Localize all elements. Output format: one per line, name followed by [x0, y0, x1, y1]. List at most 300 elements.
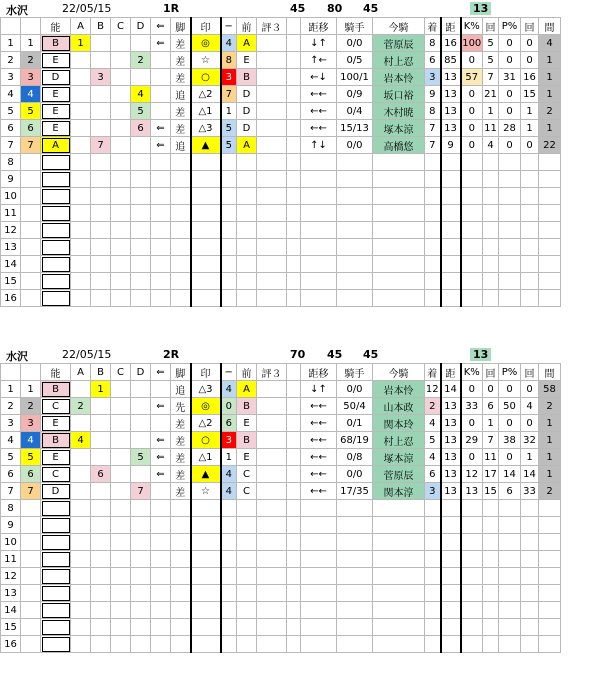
- race2-cell-a: [71, 381, 91, 398]
- race2-cell-ability: C: [41, 466, 71, 483]
- race2-cell-interval: [539, 534, 561, 551]
- race2-col-header-ability: 能: [41, 364, 71, 381]
- race1-cell-p-pct: 28: [499, 120, 521, 137]
- race2-cell-count1: [483, 636, 499, 653]
- race2-cell-style: [171, 585, 191, 602]
- race1-cell-a: [71, 239, 91, 256]
- race1-cell-p-pct: 0: [499, 137, 521, 154]
- table-row: [1, 171, 561, 188]
- race1-cell-k-pct: 0: [461, 52, 483, 69]
- race2-cell-count2: [521, 619, 539, 636]
- race2-cell-arrow: ⇐: [151, 449, 171, 466]
- table-row: [1, 432, 561, 449]
- table-row: [1, 52, 561, 69]
- race1-cell-count1: [483, 256, 499, 273]
- race2-cell-b: [91, 398, 111, 415]
- race2-cell-count1: [483, 551, 499, 568]
- race1-cell-a: [71, 154, 91, 171]
- race1-cell-count2: [521, 273, 539, 290]
- race2-cell-rating: [257, 602, 287, 619]
- race1-cell-distance: 13: [441, 120, 461, 137]
- race2-cell-jockey: [373, 551, 425, 568]
- race2-cell-count2: 33: [521, 483, 539, 500]
- race2-cell-dist-move: ←←: [301, 398, 337, 415]
- race1-cell-row-no: 1: [1, 35, 21, 52]
- race2-cell-gap: [287, 636, 301, 653]
- race1-cell-interval: 1: [539, 52, 561, 69]
- race2-cell-distance: 13: [441, 449, 461, 466]
- race2-cell-d: [131, 602, 151, 619]
- race2-cell-dash: [221, 636, 237, 653]
- race2-cell-mark: [191, 636, 221, 653]
- race2-cell-mark: ◎: [191, 398, 221, 415]
- race1-cell-arrow: [151, 188, 171, 205]
- race1-cell-mark: ○: [191, 69, 221, 86]
- race1-cell-distance: 85: [441, 52, 461, 69]
- race1-cell-style: 追: [171, 137, 191, 154]
- race1-cell-ability: E: [41, 52, 71, 69]
- race1-cell-mark: [191, 222, 221, 239]
- race1-col-header-row-no: [1, 18, 21, 35]
- race1-col-header-mark: 印: [191, 18, 221, 35]
- table-row: [1, 466, 561, 483]
- race2-cell-interval: [539, 500, 561, 517]
- table-row: [1, 534, 561, 551]
- race1-cell-jockey: 塚本涼: [373, 120, 425, 137]
- race2-cell-d: [131, 636, 151, 653]
- race2-cell-b: [91, 636, 111, 653]
- race2-cell-dist-move: ←←: [301, 449, 337, 466]
- race1-cell-jockey-stat: [337, 273, 373, 290]
- race2-cell-rating: [257, 449, 287, 466]
- race2-cell-finish: 6: [425, 466, 441, 483]
- race1-cell-arrow: [151, 103, 171, 120]
- race2-cell-p-pct: [499, 585, 521, 602]
- race1-cell-d: 6: [131, 120, 151, 137]
- race2-cell-count1: 6: [483, 398, 499, 415]
- race2-cell-arrow: [151, 602, 171, 619]
- race2-cell-dist-move: ←←: [301, 483, 337, 500]
- race1-cell-a: [71, 222, 91, 239]
- race1-top-right: 13: [470, 2, 491, 15]
- race1-cell-ability: [41, 273, 71, 290]
- race2-cell-gap: [287, 551, 301, 568]
- race1-cell-d: [131, 171, 151, 188]
- race1-cell-ability: A: [41, 137, 71, 154]
- race1-cell-interval: 1: [539, 120, 561, 137]
- race1-cell-front: A: [237, 35, 257, 52]
- race2-col-header-p-pct: P%: [499, 364, 521, 381]
- race1-cell-waku: 3: [21, 69, 41, 86]
- race2-cell-waku: [21, 636, 41, 653]
- race1-cell-dash: 4: [221, 35, 237, 52]
- table-row: [1, 103, 561, 120]
- race2-cell-arrow: [151, 636, 171, 653]
- race2-cell-arrow: ⇐: [151, 398, 171, 415]
- race1-cell-jockey: [373, 205, 425, 222]
- race2-cell-front: B: [237, 432, 257, 449]
- race2-cell-c: [111, 534, 131, 551]
- race2-cell-d: [131, 534, 151, 551]
- race2-cell-p-pct: 0: [499, 449, 521, 466]
- race2-cell-mark: [191, 517, 221, 534]
- race2-cell-d: [131, 517, 151, 534]
- race2-col-header-count2: 回: [521, 364, 539, 381]
- race1-cell-style: 差: [171, 120, 191, 137]
- race2-cell-gap: [287, 466, 301, 483]
- race1-cell-dist-move: [301, 239, 337, 256]
- race2-cell-rating: [257, 500, 287, 517]
- race2-cell-a: [71, 636, 91, 653]
- race2-cell-k-pct: [461, 517, 483, 534]
- race2-cell-style: [171, 602, 191, 619]
- race2-cell-finish: [425, 636, 441, 653]
- race1-col-header-count2: 回: [521, 18, 539, 35]
- race2-cell-p-pct: 6: [499, 483, 521, 500]
- race1-cell-jockey-stat: 0/5: [337, 52, 373, 69]
- race1-cell-count1: 1: [483, 103, 499, 120]
- race1-cell-jockey: 高橋悠: [373, 137, 425, 154]
- race2-cell-c: [111, 483, 131, 500]
- race1-cell-gap: [287, 188, 301, 205]
- race1-cell-dist-move: ←←: [301, 120, 337, 137]
- race1-cell-k-pct: 0: [461, 137, 483, 154]
- race1-cell-style: [171, 273, 191, 290]
- race1-cell-mark: [191, 205, 221, 222]
- race1-cell-waku: [21, 154, 41, 171]
- race2-cell-distance: [441, 568, 461, 585]
- race1-cell-a: [71, 290, 91, 307]
- race1-cell-arrow: [151, 86, 171, 103]
- race1-cell-jockey-stat: [337, 188, 373, 205]
- race1-cell-rating: [257, 205, 287, 222]
- race1-cell-rating: [257, 256, 287, 273]
- race2-cell-b: [91, 415, 111, 432]
- race1-col-header-a: A: [71, 18, 91, 35]
- race2-cell-a: [71, 568, 91, 585]
- race2-cell-b: [91, 551, 111, 568]
- race1-cell-arrow: ⇐: [151, 35, 171, 52]
- race1-cell-count1: [483, 290, 499, 307]
- race2-topnum-1: 70: [290, 348, 306, 361]
- race1-cell-ability: [41, 154, 71, 171]
- race2-cell-waku: 1: [21, 381, 41, 398]
- race2-cell-interval: 2: [539, 483, 561, 500]
- race1-cell-ability: E: [41, 86, 71, 103]
- race1-cell-mark: ◎: [191, 35, 221, 52]
- race1-cell-count1: [483, 171, 499, 188]
- race2-cell-dash: 1: [221, 449, 237, 466]
- race2-cell-c: [111, 636, 131, 653]
- race1-cell-gap: [287, 35, 301, 52]
- race1-cell-dash: 8: [221, 52, 237, 69]
- race1-col-header-rating: 評３: [257, 18, 287, 35]
- race2-cell-d: [131, 500, 151, 517]
- race1-cell-front: [237, 273, 257, 290]
- race2-cell-arrow: [151, 551, 171, 568]
- race1-col-header-arrow: ⇐: [151, 18, 171, 35]
- race1-cell-count1: [483, 222, 499, 239]
- race1-cell-style: [171, 205, 191, 222]
- race1-cell-c: [111, 222, 131, 239]
- race2-cell-count1: 17: [483, 466, 499, 483]
- race1-cell-dash: [221, 222, 237, 239]
- race1-cell-front: E: [237, 52, 257, 69]
- race2-cell-count1: 7: [483, 432, 499, 449]
- race2-cell-k-pct: [461, 636, 483, 653]
- race2-cell-dash: [221, 585, 237, 602]
- race2-cell-jockey-stat: [337, 534, 373, 551]
- race1-cell-p-pct: 0: [499, 52, 521, 69]
- race2-cell-rating: [257, 568, 287, 585]
- race2-col-header-dist-move: 距移: [301, 364, 337, 381]
- race1-cell-arrow: [151, 290, 171, 307]
- race1-cell-finish: [425, 171, 441, 188]
- race2-cell-row-no: 3: [1, 415, 21, 432]
- race1-cell-row-no: 2: [1, 52, 21, 69]
- race1-cell-waku: [21, 171, 41, 188]
- race1-cell-a: [71, 52, 91, 69]
- race2-cell-row-no: 11: [1, 551, 21, 568]
- race2-cell-gap: [287, 517, 301, 534]
- race1-cell-arrow: [151, 239, 171, 256]
- race1-cell-count1: [483, 154, 499, 171]
- race2-cell-ability: [41, 619, 71, 636]
- race1-cell-ability: [41, 256, 71, 273]
- race2-cell-p-pct: [499, 500, 521, 517]
- race2-cell-finish: [425, 534, 441, 551]
- race2-cell-front: [237, 585, 257, 602]
- race1-cell-style: [171, 222, 191, 239]
- race1-cell-jockey: 木村暁: [373, 103, 425, 120]
- race2-cell-dash: [221, 500, 237, 517]
- race2-cell-dist-move: [301, 602, 337, 619]
- race2-cell-jockey: [373, 500, 425, 517]
- race1-cell-mark: △2: [191, 86, 221, 103]
- race2-cell-b: [91, 432, 111, 449]
- race2-cell-dash: [221, 534, 237, 551]
- race1-cell-c: [111, 273, 131, 290]
- race2-cell-front: [237, 517, 257, 534]
- race1-cell-b: [91, 273, 111, 290]
- race2-cell-rating: [257, 585, 287, 602]
- race1-cell-distance: 13: [441, 103, 461, 120]
- race1-cell-jockey: [373, 154, 425, 171]
- race1-cell-row-no: 16: [1, 290, 21, 307]
- race2-cell-style: [171, 517, 191, 534]
- race2-cell-count2: [521, 534, 539, 551]
- race1-cell-interval: 2: [539, 103, 561, 120]
- race1-cell-gap: [287, 69, 301, 86]
- race1-cell-k-pct: [461, 290, 483, 307]
- race2-col-header-interval: 間: [539, 364, 561, 381]
- race1-cell-count2: 0: [521, 35, 539, 52]
- race1-cell-c: [111, 86, 131, 103]
- race2-cell-a: 4: [71, 432, 91, 449]
- race2-cell-mark: [191, 619, 221, 636]
- race1-topnum-1: 45: [290, 2, 306, 15]
- race2-cell-interval: [539, 568, 561, 585]
- race2-cell-k-pct: [461, 534, 483, 551]
- race1-cell-ability: [41, 205, 71, 222]
- race2-cell-distance: 13: [441, 432, 461, 449]
- race2-cell-jockey: [373, 568, 425, 585]
- race1-cell-finish: 6: [425, 52, 441, 69]
- race2-cell-p-pct: 14: [499, 466, 521, 483]
- race1-cell-c: [111, 188, 131, 205]
- race2-cell-jockey: 岩本怜: [373, 381, 425, 398]
- race2-cell-a: [71, 619, 91, 636]
- race2-cell-k-pct: [461, 619, 483, 636]
- race2-cell-ability: E: [41, 449, 71, 466]
- race1-cell-jockey: [373, 273, 425, 290]
- race2-cell-count1: [483, 500, 499, 517]
- race2-cell-dist-move: [301, 500, 337, 517]
- race1-cell-jockey: [373, 171, 425, 188]
- race1-cell-dist-move: [301, 171, 337, 188]
- race1-col-header-style: 脚: [171, 18, 191, 35]
- race1-cell-dist-move: ↓↑: [301, 35, 337, 52]
- race1-cell-arrow: ⇐: [151, 137, 171, 154]
- race1-cell-interval: [539, 290, 561, 307]
- race2-cell-p-pct: 0: [499, 381, 521, 398]
- race2-cell-gap: [287, 534, 301, 551]
- race1-cell-row-no: 11: [1, 205, 21, 222]
- race1-cell-front: [237, 154, 257, 171]
- race1-cell-b: [91, 52, 111, 69]
- race2-cell-b: 6: [91, 466, 111, 483]
- race2-cell-rating: [257, 636, 287, 653]
- race1-cell-rating: [257, 188, 287, 205]
- race2-cell-count2: 1: [521, 449, 539, 466]
- race2-col-header-dash: −: [221, 364, 237, 381]
- table-row: [1, 239, 561, 256]
- table-row: [1, 585, 561, 602]
- race2-col-header-style: 脚: [171, 364, 191, 381]
- race1-cell-a: [71, 256, 91, 273]
- race1-cell-b: [91, 86, 111, 103]
- race1-cell-arrow: ⇐: [151, 120, 171, 137]
- race2-cell-count1: [483, 534, 499, 551]
- race1-cell-gap: [287, 103, 301, 120]
- table-row: [1, 222, 561, 239]
- race2-col-header-mark: 印: [191, 364, 221, 381]
- race2-cell-ability: [41, 602, 71, 619]
- race1-cell-p-pct: [499, 171, 521, 188]
- race2-cell-dash: 4: [221, 466, 237, 483]
- race2-cell-dist-move: [301, 585, 337, 602]
- race2-cell-d: [131, 568, 151, 585]
- race1-cell-distance: [441, 171, 461, 188]
- race2-cell-front: C: [237, 483, 257, 500]
- race2-cell-d: 7: [131, 483, 151, 500]
- race1-cell-c: [111, 154, 131, 171]
- race2-cell-mark: ○: [191, 432, 221, 449]
- race1-cell-dash: [221, 273, 237, 290]
- race1-cell-dist-move: ←←: [301, 103, 337, 120]
- race1-cell-p-pct: [499, 290, 521, 307]
- race1-cell-jockey: 坂口裕: [373, 86, 425, 103]
- race1-cell-d: [131, 256, 151, 273]
- race2-cell-k-pct: 29: [461, 432, 483, 449]
- race2-cell-jockey-stat: 0/0: [337, 381, 373, 398]
- race2-cell-c: [111, 415, 131, 432]
- race2-col-header-c: C: [111, 364, 131, 381]
- race1-cell-row-no: 13: [1, 239, 21, 256]
- race1-cell-row-no: 10: [1, 188, 21, 205]
- race2-cell-c: [111, 551, 131, 568]
- race2-cell-count2: [521, 517, 539, 534]
- race1-cell-jockey-stat: [337, 239, 373, 256]
- table-row: [1, 205, 561, 222]
- race1-cell-finish: [425, 222, 441, 239]
- race1-cell-arrow: [151, 205, 171, 222]
- race2-cell-b: [91, 568, 111, 585]
- race1-cell-distance: [441, 205, 461, 222]
- race2-cell-finish: 4: [425, 415, 441, 432]
- race2-cell-d: [131, 381, 151, 398]
- race1-cell-finish: 7: [425, 137, 441, 154]
- race1-cell-k-pct: [461, 273, 483, 290]
- race1-cell-gap: [287, 86, 301, 103]
- race1-cell-dist-move: ↑↓: [301, 137, 337, 154]
- race2-cell-dash: [221, 551, 237, 568]
- race2-cell-k-pct: [461, 551, 483, 568]
- race2-cell-count1: [483, 602, 499, 619]
- race2-cell-rating: [257, 551, 287, 568]
- race1-cell-b: [91, 290, 111, 307]
- table-row: [1, 568, 561, 585]
- race2-cell-ability: D: [41, 483, 71, 500]
- race2-cell-jockey: [373, 517, 425, 534]
- race2-col-header-distance: 距: [441, 364, 461, 381]
- race1-cell-finish: 3: [425, 69, 441, 86]
- race1-cell-gap: [287, 256, 301, 273]
- race2-cell-jockey-stat: [337, 517, 373, 534]
- race1-cell-rating: [257, 120, 287, 137]
- race2-cell-waku: [21, 602, 41, 619]
- race2-cell-distance: 13: [441, 398, 461, 415]
- race2-cell-ability: B: [41, 432, 71, 449]
- race2-cell-p-pct: [499, 551, 521, 568]
- race1-cell-dist-move: ↑←: [301, 52, 337, 69]
- race1-cell-style: [171, 239, 191, 256]
- race1-cell-gap: [287, 239, 301, 256]
- race2-cell-k-pct: 0: [461, 381, 483, 398]
- race2-cell-count1: 11: [483, 449, 499, 466]
- race1-cell-dash: [221, 239, 237, 256]
- race2-cell-finish: 2: [425, 398, 441, 415]
- race1-cell-c: [111, 256, 131, 273]
- race1-cell-d: [131, 273, 151, 290]
- race1-cell-count2: [521, 171, 539, 188]
- race2-cell-style: 先: [171, 398, 191, 415]
- race2-cell-count2: [521, 551, 539, 568]
- race2-cell-c: [111, 602, 131, 619]
- table-row: [1, 500, 561, 517]
- race2-cell-waku: [21, 500, 41, 517]
- race2-cell-gap: [287, 500, 301, 517]
- race2-cell-mark: [191, 585, 221, 602]
- race2-cell-gap: [287, 381, 301, 398]
- race2-cell-count1: [483, 568, 499, 585]
- race2-cell-distance: [441, 636, 461, 653]
- race1-cell-gap: [287, 273, 301, 290]
- race2-cell-finish: [425, 517, 441, 534]
- race1-cell-a: [71, 86, 91, 103]
- race2-cell-style: [171, 551, 191, 568]
- race1-cell-style: [171, 154, 191, 171]
